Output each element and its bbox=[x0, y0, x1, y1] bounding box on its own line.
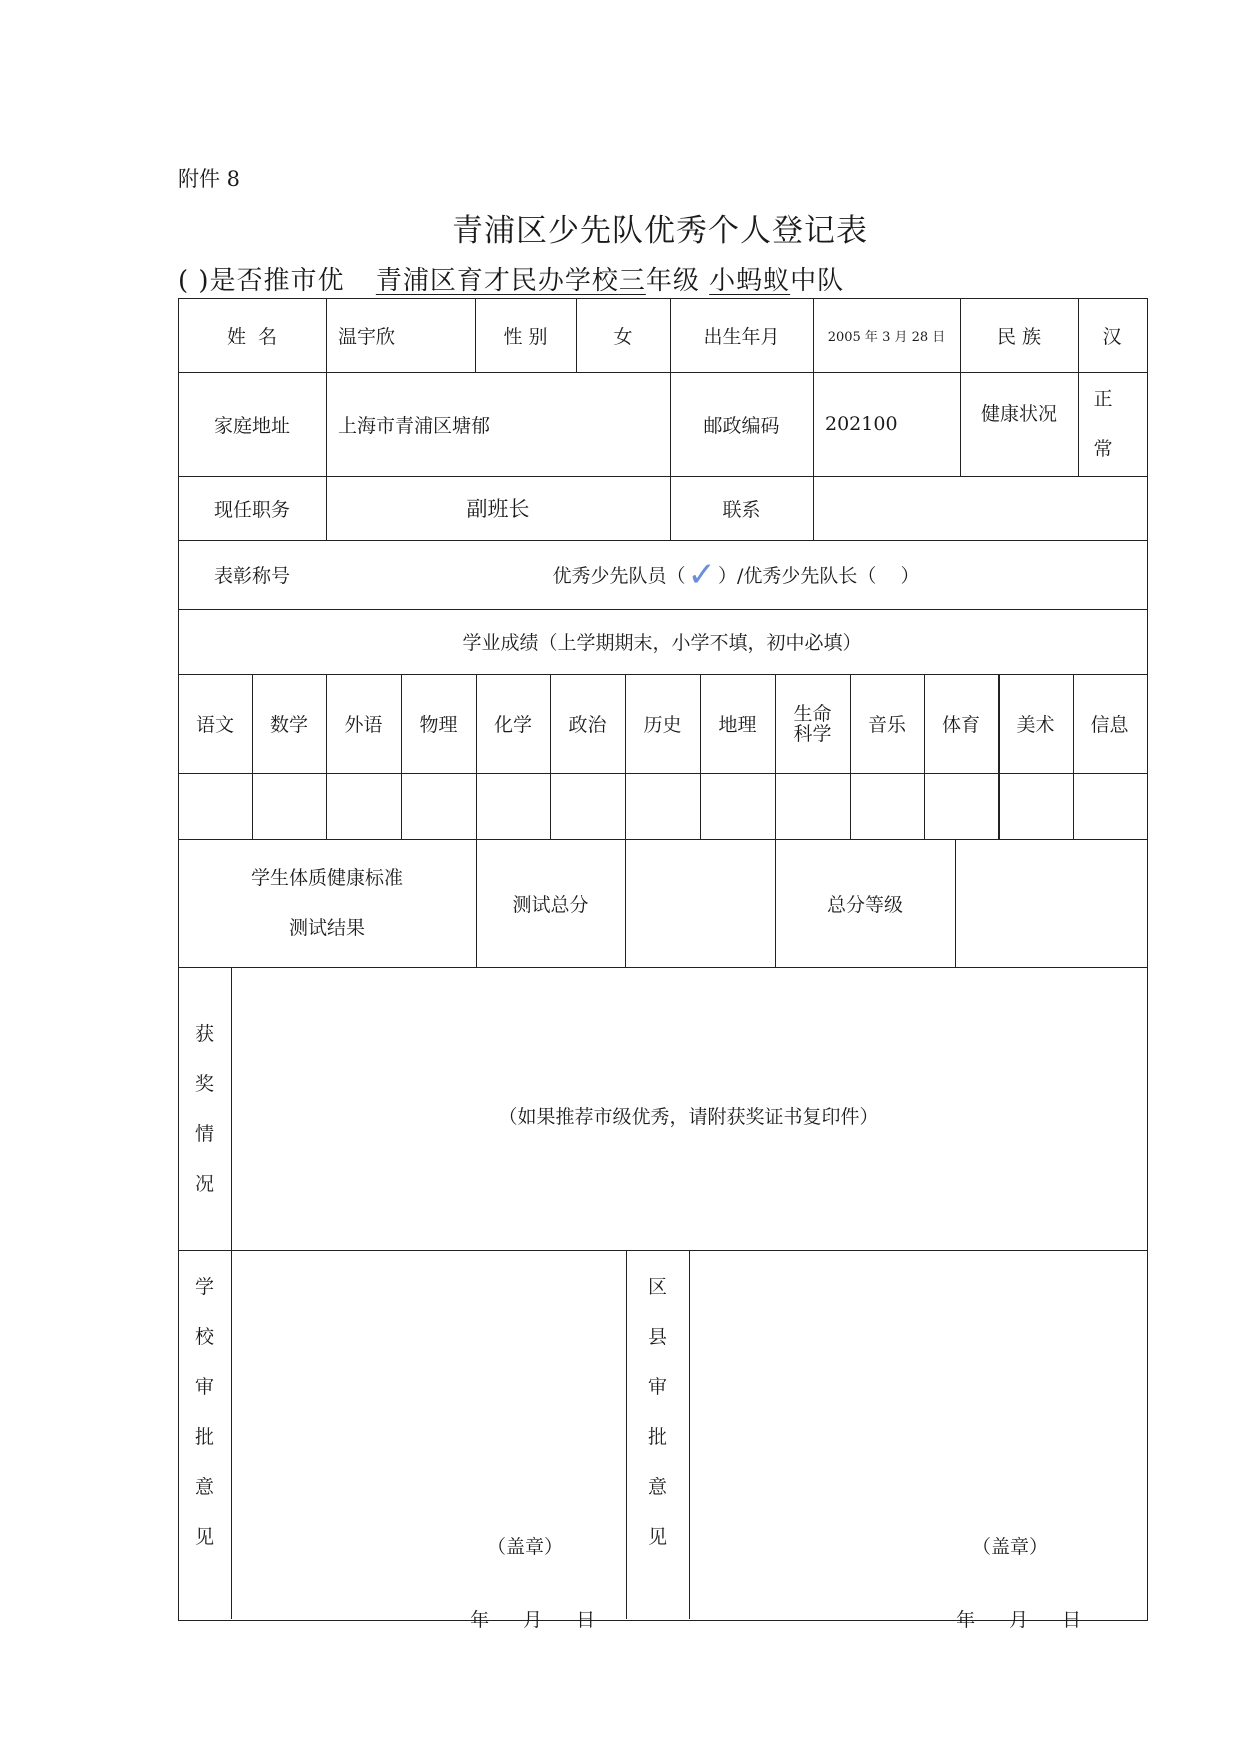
ethnic-label: 民 族 bbox=[996, 325, 1042, 348]
district-seal: （盖章） bbox=[972, 1536, 1049, 1558]
score-cell bbox=[550, 773, 625, 839]
fitness-total-value bbox=[625, 839, 775, 967]
attachment-number: 附件 8 bbox=[178, 167, 241, 191]
checkmark-icon: ✓ bbox=[687, 554, 716, 595]
subject-header: 外语 bbox=[344, 714, 383, 736]
position-value: 副班长 bbox=[466, 497, 530, 521]
postcode-value: 202100 bbox=[825, 413, 898, 435]
squad-suffix: 中队 bbox=[790, 266, 845, 296]
school-seal: （盖章） bbox=[487, 1536, 564, 1558]
contact-value bbox=[813, 476, 1146, 540]
fitness-level-label: 总分等级 bbox=[826, 893, 903, 916]
score-cell bbox=[924, 773, 998, 839]
gender-label: 性 别 bbox=[503, 325, 548, 348]
subject-header: 信息 bbox=[1090, 714, 1129, 736]
birth-value: 2005 年 3 月 28 日 bbox=[827, 329, 946, 345]
score-cell bbox=[1073, 773, 1146, 839]
address-label: 家庭地址 bbox=[213, 414, 290, 437]
subject-header: 数学 bbox=[269, 714, 308, 736]
page-title: 青浦区少先队优秀个人登记表 bbox=[452, 213, 868, 249]
grade-number: 三 bbox=[618, 266, 646, 296]
honor-label: 表彰称号 bbox=[213, 565, 290, 587]
grades-heading: 学业成绩（上学期期末，小学不填，初中必填） bbox=[462, 632, 862, 654]
birth-label: 出生年月 bbox=[703, 325, 780, 348]
awards-label: 获 奖 情 况 bbox=[194, 1022, 214, 1195]
subject-header: 政治 bbox=[568, 714, 607, 736]
subject-header: 音乐 bbox=[867, 714, 906, 736]
score-cell bbox=[476, 773, 550, 839]
score-cell bbox=[998, 773, 1073, 839]
health-label: 健康状况 bbox=[980, 402, 1057, 425]
grade-suffix: 年级 bbox=[645, 266, 700, 296]
address-value: 上海市青浦区塘郁 bbox=[338, 414, 491, 437]
subject-header: 化学 bbox=[493, 714, 532, 736]
recommend-prefix: ( )是否推市优 bbox=[178, 266, 345, 296]
ethnic-value: 汉 bbox=[1102, 325, 1122, 348]
squad-name: 小蚂蚁 bbox=[709, 266, 791, 296]
honor-options: 优秀少先队员（ ✓ ）/优秀少先队长（ ） bbox=[552, 554, 920, 595]
subject-header: 体育 bbox=[941, 714, 980, 736]
score-cell bbox=[625, 773, 700, 839]
school-date: 年 月 日 bbox=[470, 1609, 596, 1631]
subject-header: 美术 bbox=[1016, 714, 1055, 736]
district-date: 年 月 日 bbox=[956, 1609, 1082, 1631]
score-cell bbox=[326, 773, 401, 839]
subject-header: 地理 bbox=[718, 714, 757, 736]
fitness-label: 学生体质健康标准 测试结果 bbox=[250, 867, 403, 939]
score-cell bbox=[178, 773, 252, 839]
health-value: 正 常 bbox=[1093, 388, 1113, 460]
score-cell bbox=[850, 773, 924, 839]
school-name: 青浦区育才民办学校 bbox=[375, 266, 619, 296]
gender-value: 女 bbox=[613, 325, 633, 348]
awards-note: （如果推荐市级优秀，请附获奖证书复印件） bbox=[498, 1105, 879, 1128]
fitness-level-value bbox=[955, 839, 1146, 967]
score-cell bbox=[775, 773, 850, 839]
contact-label: 联系 bbox=[722, 498, 761, 521]
score-cell bbox=[700, 773, 775, 839]
name-value: 温宇欣 bbox=[338, 325, 396, 348]
score-cell bbox=[401, 773, 476, 839]
subject-header: 历史 bbox=[643, 714, 682, 736]
fitness-total-label: 测试总分 bbox=[512, 893, 589, 916]
subject-header: 物理 bbox=[419, 714, 458, 736]
recommend-line bbox=[178, 260, 844, 297]
subject-header: 生命 科学 bbox=[793, 702, 832, 745]
position-label: 现任职务 bbox=[213, 498, 290, 521]
subject-header: 语文 bbox=[195, 714, 234, 736]
postcode-label: 邮政编码 bbox=[703, 414, 780, 437]
name-label: 姓 名 bbox=[226, 325, 278, 348]
school-approval-label: 学 校 审 批 意 见 bbox=[194, 1276, 214, 1548]
district-approval-label: 区 县 审 批 意 见 bbox=[647, 1276, 667, 1548]
score-cell bbox=[252, 773, 326, 839]
